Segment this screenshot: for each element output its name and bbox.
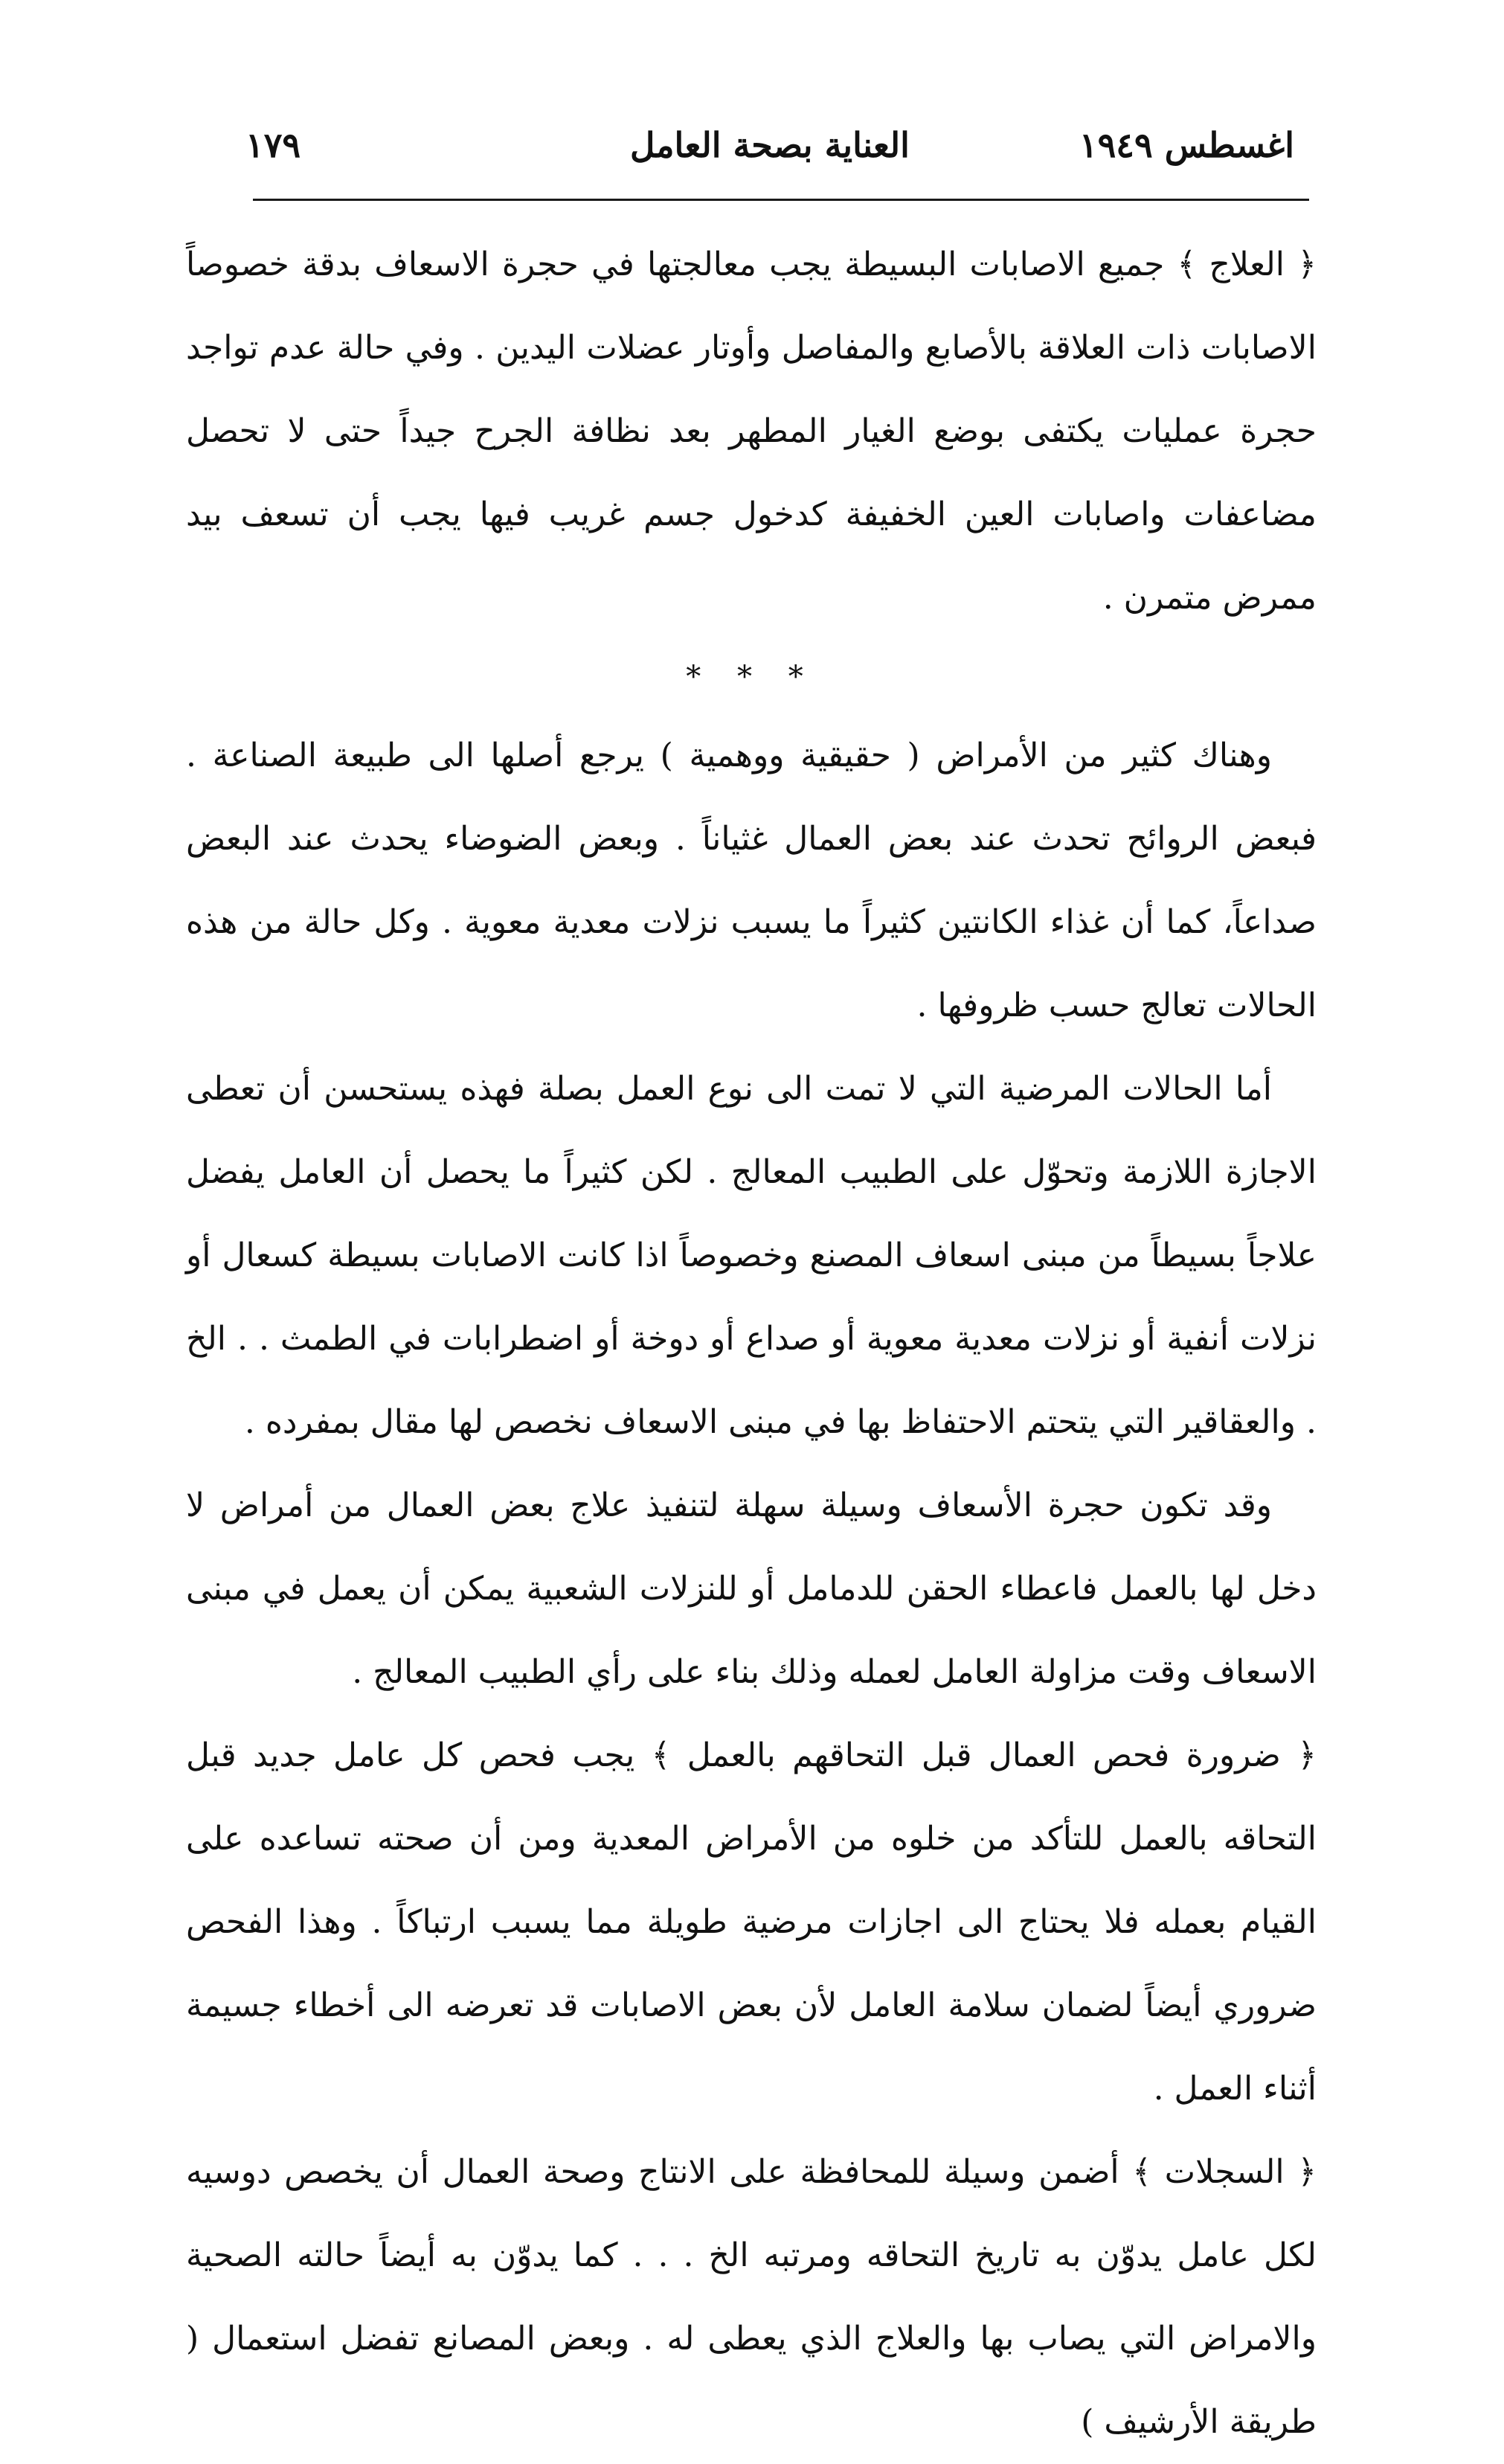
header-date: اغسطس ١٩٤٩ (1079, 125, 1294, 165)
paragraph-non-work-illness: أما الحالات المرضية التي لا تمت الى نوع العمل بصلة فهذه يستحسن أن تعطى الاجازة اللازمة وتحوّل على الطبيب المعالج . لكن كثيراً ما يحصل أن العامل يفضل علاجاً بسيطاً من مبنى اسعاف المصنع وخصوصاً اذا كانت الاصابات بسيطة كسعال أو نزلات أنفية أو نزلات معدية معوية أو صداع أو دوخة أو اضطرابات في الطمث . . الخ . والعقاقير التي يتحتم الاحتفاظ بها في مبنى الاسعاف نخصص لها مقال بمفرده . (186, 1070, 1317, 1441)
paragraph-records: ﴿ السجلات ﴾ أضمن وسيلة للمحافظة على الانتاج وصحة العمال أن يخصص دوسيه لكل عامل يدوّن به تاريخ التحاقه ومرتبه الخ . . . كما يدوّن به أيضاً حالته الصحية والامراض التي يصاب بها والعلاج الذي يعطى له . وبعض المصانع تفضل استعمال ( طريقة الأرشيف ) (186, 2153, 1317, 2441)
article-body (186, 223, 1317, 2464)
section-separator: * * * (686, 660, 817, 694)
header-divider (253, 199, 1309, 201)
paragraph-occupational-diseases: وهناك كثير من الأمراض ( حقيقية ووهمية ) يرجع أصلها الى طبيعة الصناعة . فبعض الروائح تحدث عند بعض العمال غثياناً . وبعض الضوضاء يحدث عند البعض صداعاً، كما أن غذاء الكانتين كثيراً ما يسبب نزلات معدية معوية . وكل حالة من هذه الحالات تعالج حسب ظروفها . (186, 737, 1317, 1024)
paragraph-pre-employment-exam: ﴿ ضرورة فحص العمال قبل التحاقهم بالعمل ﴾ يجب فحص كل عامل جديد قبل التحاقه بالعمل للتأكد من خلوه من الأمراض المعدية ومن أن صحته تساعده على القيام بعمله فلا يحتاج الى اجازات مرضية طويلة مما يسبب ارتباكاً . وهذا الفحص ضروري أيضاً لضمان سلامة العامل لأن بعض الاصابات قد تعرضه الى أخطاء جسيمة أثناء العمل . (186, 1736, 1317, 2108)
paragraph-first-aid-room: وقد تكون حجرة الأسعاف وسيلة سهلة لتنفيذ علاج بعض العمال من أمراض لا دخل لها بالعمل فاعطاء الحقن للدمامل أو للنزلات الشعبية يمكن أن يعمل في مبنى الاسعاف وقت مزاولة العامل لعمله وذلك بناء على رأي الطبيب المعالج . (186, 1486, 1317, 1691)
paragraph-treatment: ﴿ العلاج ﴾ جميع الاصابات البسيطة يجب معالجتها في حجرة الاسعاف بدقة خصوصاً الاصابات ذات العلاقة بالأصابع والمفاصل وأوتار عضلات اليدين . وفي حالة عدم تواجد حجرة عمليات يكتفى بوضع الغيار المطهر بعد نظافة الجرح جيداً حتى لا تحصل مضاعفات واصابات العين الخفيفة كدخول جسم غريب فيها يجب أن تسعف بيد ممرض متمرن . (186, 246, 1317, 617)
header-title: العناية بصحة العامل (630, 125, 910, 165)
running-header (245, 112, 1294, 171)
page-number: ١٧٩ (245, 125, 301, 165)
